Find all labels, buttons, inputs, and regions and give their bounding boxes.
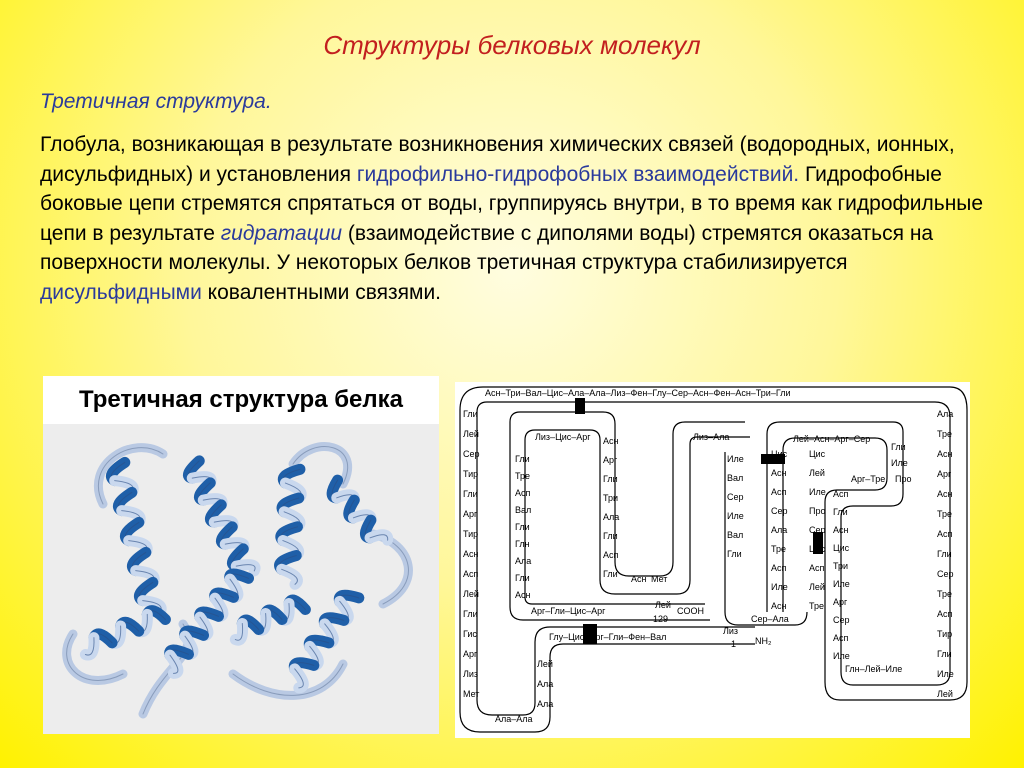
amino-acid-label: Тре [937,589,953,599]
amino-acid-label: Лей [809,468,825,478]
helix-segment [111,462,161,612]
amino-acid-label: Лиз [463,669,479,679]
highlighted-term: дисульфидными [40,280,202,304]
amino-acid-label: Ала [603,512,620,522]
amino-acid-label: Ала [771,525,788,535]
figure-title: Третичная структура белка [43,376,439,424]
amino-acid-label: Лиз–Ала [693,432,730,442]
amino-acid-label: Гли [515,573,530,583]
amino-acid-label: Лей [463,589,479,599]
amino-acid-label: Иле [771,582,788,592]
amino-acid-label: Асн [937,489,953,499]
amino-acid-label: Глн–Лей–Иле [845,664,903,674]
amino-acid-label: Гли [463,409,478,419]
amino-acid-label: Лей [937,689,953,699]
amino-acid-label: Асн [833,525,849,535]
highlighted-term: гидрофильно-гидрофобных взаимодействий. [356,162,800,186]
ribbon-drawing [43,424,439,734]
amino-acid-label: Ала–Ала [495,714,533,724]
amino-acid-label: Асн [515,590,531,600]
amino-acid-label: Гли [463,609,478,619]
amino-acid-label: Асп [937,609,953,619]
amino-acid-label: Асн–Три–Вал–Цис–Ала–Ала–Лиз–Фен–Глу–Сер–Асн–Фен–Асн–Три–Гли [485,388,791,398]
amino-acid-label: Асп [603,550,619,560]
amino-acid-label: Ала [537,679,554,689]
amino-acid-label: Арг [937,469,952,479]
amino-acid-label: Сер [937,569,954,579]
amino-acid-label: Асп [771,563,787,573]
amino-acid-label: Гли [727,549,742,559]
amino-acid-label: Цис [809,449,826,459]
amino-acid-label: Цис [809,544,826,554]
amino-acid-label: Тре [771,544,787,554]
paragraph-text: ковалентными связями. [201,280,442,304]
paragraph-text: (взаимодействие с диполями воды) стремятся оказаться на поверхности молекулы. У некоторых белков третичная структура стабилизируется [40,221,934,274]
amino-acid-label: Гли [891,442,906,452]
amino-acid-label: Про [895,474,912,484]
helix-segment [188,461,255,571]
amino-acid-label: Ала [937,409,954,419]
amino-acid-label: Лиз [723,626,739,636]
amino-acid-label: Гли [515,454,530,464]
amino-acid-label: Тир [937,629,953,639]
amino-acid-label: Сер [727,492,744,502]
amino-acid-label: Асн [463,549,479,559]
amino-acid-label: Гли [937,649,952,659]
amino-acid-label: Асп [937,529,953,539]
amino-acid-label: Про [809,506,826,516]
amino-acid-label: COOH [677,606,704,616]
amino-acid-label: Ала [515,556,532,566]
amino-acid-label: Иле [937,669,954,679]
amino-acid-label: Тре [937,509,953,519]
amino-acid-label: Три [603,493,619,503]
highlighted-term: гидратации [220,221,343,245]
amino-acid-label: Иле [833,651,850,661]
amino-acid-label: Сер [463,449,480,459]
amino-acid-label: Гис [463,629,477,639]
amino-acid-label: Асп [463,569,479,579]
amino-acid-label: Гли [463,489,478,499]
slide-title: Структуры белковых молекул [323,30,701,60]
amino-acid-label: Асн [771,601,787,611]
amino-acid-label: Тре [937,429,953,439]
amino-acid-label: Вал [515,505,532,515]
amino-acid-label: Тир [463,529,479,539]
amino-acid-label: Лей [809,582,825,592]
amino-acid-label: Лей [463,429,479,439]
amino-acid-label: 129 [653,614,669,624]
amino-acid-label: Асн [771,468,787,478]
amino-acid-label: Арг [833,597,848,607]
amino-acid-label: Глу–Цис–Арг–Гли–Фен–Вал [549,632,667,642]
amino-acid-label: Сер–Ала [751,614,789,624]
amino-acid-label: Гли [603,531,618,541]
helix-segment [235,600,305,640]
amino-acid-label: Лей [655,600,671,610]
amino-acid-label: Мет [463,689,480,699]
slide-subtitle: Третичная структура. [40,90,272,113]
amino-acid-label: Иле [833,579,850,589]
amino-acid-label: Мет [651,574,668,584]
amino-acid-label: Лей–Асн–Арг–Сер [793,434,871,444]
amino-acid-label: Асп [771,487,787,497]
amino-acid-label: Арг [603,455,618,465]
amino-acid-label: Гли [833,507,848,517]
chain-outline [525,430,750,594]
amino-acid-label: Сер [833,615,850,625]
amino-acid-label: Гли [603,474,618,484]
amino-acid-label: Лиз–Цис–Арг [535,432,591,442]
amino-acid-label: Арг [463,649,478,659]
loop-segment [233,664,343,695]
amino-acid-label: Асн [631,574,647,584]
amino-acid-label: Ала [537,699,554,709]
paragraph-text: Гидрофобные боковые цепи стремятся спрятаться от воды, группируясь внутри, в то время как гидрофильные цепи в результате [40,162,984,245]
amino-acid-label: NH₂ [755,636,772,646]
amino-acid-label: Гли [515,522,530,532]
paragraph-text: Глобула, возникающая в результате возникновения химических связей (водородных, ионных, дисульфидных) и установления [40,133,955,186]
amino-acid-label: Сер [771,506,788,516]
amino-acid-label: Асп [809,563,825,573]
helix-segment [85,611,165,655]
amino-acid-label: 1 [731,639,737,649]
helix-segment [280,469,302,584]
amino-acid-label: Иле [727,454,744,464]
amino-acid-label: Три [833,561,849,571]
amino-acid-label: Гли [937,549,952,559]
amino-acid-label: Иле [809,487,826,497]
amino-acid-label: Арг–Гли–Цис–Арг [531,606,606,616]
amino-acid-label: Лей [537,659,553,669]
amino-acid-label: Асп [833,489,849,499]
amino-acid-label: Цис [833,543,850,553]
amino-acid-sequence-diagram [455,382,970,738]
amino-acid-label: Асн [603,436,619,446]
amino-acid-label: Сер [809,525,826,535]
amino-acid-label: Тре [515,471,531,481]
amino-acid-label: Асп [515,488,531,498]
amino-acid-label: Асн [937,449,953,459]
amino-acid-label: Иле [727,511,744,521]
amino-acid-label: Арг–Тре [851,474,886,484]
amino-acid-label: Тре [809,601,825,611]
amino-acid-label: Цис [771,449,788,459]
protein-ribbon-figure [43,376,439,734]
amino-acid-label: Асп [833,633,849,643]
amino-acid-label: Гли [603,569,618,579]
amino-acid-label: Вал [727,530,744,540]
disulfide-bond [575,398,585,414]
amino-acid-label: Вал [727,473,744,483]
amino-acid-label: Глн [515,539,530,549]
amino-acid-label: Арг [463,509,478,519]
description-paragraph [40,130,990,307]
chain-outline [477,402,953,685]
helix-segment [332,480,388,540]
amino-acid-label: Иле [891,458,908,468]
sequence-map [455,382,970,738]
amino-acid-label: Тир [463,469,479,479]
